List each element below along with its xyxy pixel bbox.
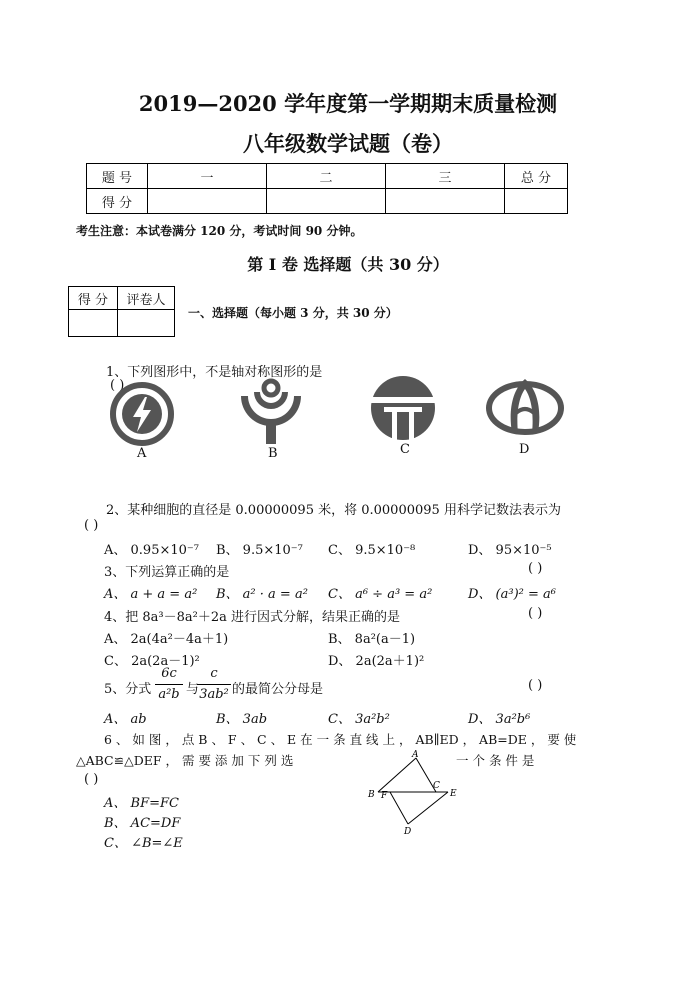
q5-frac1-denominator: a²b [158, 687, 180, 702]
q2-option-b[interactable]: B、 9.5×10⁻⁷ [216, 543, 303, 558]
q2-option-a[interactable]: A、 0.95×10⁻⁷ [104, 543, 199, 558]
segment-ed [408, 792, 448, 824]
part-title: 第 I 卷 选择题（共 30 分） [247, 255, 449, 274]
grader-score-cell[interactable] [69, 310, 118, 337]
q6-answer-paren[interactable]: ( ) [84, 772, 99, 787]
label-a: A [412, 750, 419, 760]
label-e: E [450, 789, 457, 799]
q4-stem: 4、把 8a³－8a²＋2a 进行因式分解，结果正确的是 [104, 610, 401, 625]
q3-option-b[interactable]: B、 a² · a = a² [216, 587, 308, 602]
q5-option-d[interactable]: D、 3a²b⁶ [468, 712, 531, 727]
q6-line1: 6 、 如 图 ， 点 B 、 F 、 C 、 E 在 一 条 直 线 上 ， AB∥ED ， AB=DE ， 要 使 [104, 732, 577, 747]
q6-option-c[interactable]: C、 ∠B=∠E [104, 836, 183, 851]
q3-option-c[interactable]: C、 a⁶ ÷ a³ = a² [328, 587, 433, 602]
figure-a-lightning-icon [108, 380, 176, 448]
q5-prefix: 5、分式 [104, 682, 152, 697]
segment-fd [390, 792, 408, 824]
figure-b-emblem-icon [236, 378, 306, 446]
q6-line2-right: 一 个 条 件 是 [456, 753, 535, 768]
q2-option-d[interactable]: D、 95×10⁻⁵ [468, 543, 552, 558]
q1-stem: 1、下列图形中，不是轴对称图形的是 [106, 365, 323, 380]
q1-answer-paren[interactable]: ( ) [110, 378, 125, 393]
figure-c-label: C [400, 442, 410, 457]
q4-option-d[interactable]: D、 2a(2a＋1)² [328, 654, 425, 669]
q4-option-a[interactable]: A、 2a(4a²－4a＋1) [104, 632, 229, 647]
q5-answer-paren[interactable]: ( ) [528, 678, 543, 693]
figure-a-label: A [137, 446, 147, 461]
score-table-header-cell: 题 号 [87, 164, 148, 189]
q5-frac2-denominator: 3ab² [199, 687, 229, 702]
q4-option-b[interactable]: B、 8a²(a－1) [328, 632, 416, 647]
q3-option-a[interactable]: A、 a + a = a² [104, 587, 198, 602]
figure-b-label: B [268, 446, 278, 461]
exam-subtitle: 八年级数学试题（卷） [243, 131, 453, 156]
q2-option-c[interactable]: C、 9.5×10⁻⁸ [328, 543, 416, 558]
q5-option-b[interactable]: B、 3ab [216, 712, 268, 727]
exam-notice: 考生注意：本试卷满分 120 分，考试时间 90 分钟。 [76, 224, 363, 238]
label-d: D [404, 827, 412, 837]
exam-title: 2019—2020 学年度第一学期期末质量检测 [138, 91, 558, 116]
segment-ab [378, 758, 416, 792]
grader-table-grader-label: 评卷人 [118, 287, 175, 310]
q5-frac2-numerator: c [210, 666, 218, 681]
grader-name-cell[interactable] [118, 310, 175, 337]
score-table-header-cell: 总 分 [505, 164, 568, 189]
score-cell[interactable] [386, 189, 505, 214]
q5-mid: 与 [186, 682, 200, 697]
label-f: F [381, 791, 388, 801]
score-cell[interactable] [505, 189, 568, 214]
q2-answer-paren[interactable]: ( ) [84, 518, 99, 533]
q6-line2-left: △ABC≌△DEF ， 需 要 添 加 下 列 选 [76, 753, 294, 768]
q3-answer-paren[interactable]: ( ) [528, 561, 543, 576]
q6-option-b[interactable]: B、 AC=DF [104, 816, 181, 831]
label-c: C [433, 781, 440, 791]
q5-frac1-numerator: 6c [161, 666, 177, 681]
score-table-header-cell: 二 [267, 164, 386, 189]
q3-option-d[interactable]: D、 (a³)² = a⁶ [468, 587, 556, 602]
score-cell[interactable] [267, 189, 386, 214]
q5-option-a[interactable]: A、 ab [104, 712, 147, 727]
figure-c-emblem-icon [370, 375, 436, 441]
figure-d-label: D [519, 442, 530, 457]
score-cell[interactable] [148, 189, 267, 214]
section-heading: 一、选择题（每小题 3 分，共 30 分） [188, 306, 398, 320]
q6-geometry-figure [360, 752, 470, 836]
score-table-row-label: 得 分 [87, 189, 148, 214]
q5-frac1-bar [155, 684, 183, 685]
figure-d-logo-icon [486, 375, 564, 437]
grader-table-score-label: 得 分 [69, 287, 118, 310]
score-table [86, 163, 568, 214]
q4-option-c[interactable]: C、 2a(2a－1)² [104, 654, 200, 669]
q5-frac2-bar [197, 684, 231, 685]
q3-stem: 3、下列运算正确的是 [104, 565, 230, 580]
score-table-header-cell: 三 [386, 164, 505, 189]
q4-answer-paren[interactable]: ( ) [528, 606, 543, 621]
grader-table [68, 286, 175, 337]
q6-option-a[interactable]: A、 BF=FC [104, 796, 179, 811]
score-table-header-cell: 一 [148, 164, 267, 189]
label-b: B [368, 790, 375, 800]
q5-suffix: 的最简公分母是 [232, 682, 324, 697]
q5-option-c[interactable]: C、 3a²b² [328, 712, 390, 727]
q2-stem: 2、某种细胞的直径是 0.00000095 米，将 0.00000095 用科学记数法表示为 [106, 503, 561, 518]
